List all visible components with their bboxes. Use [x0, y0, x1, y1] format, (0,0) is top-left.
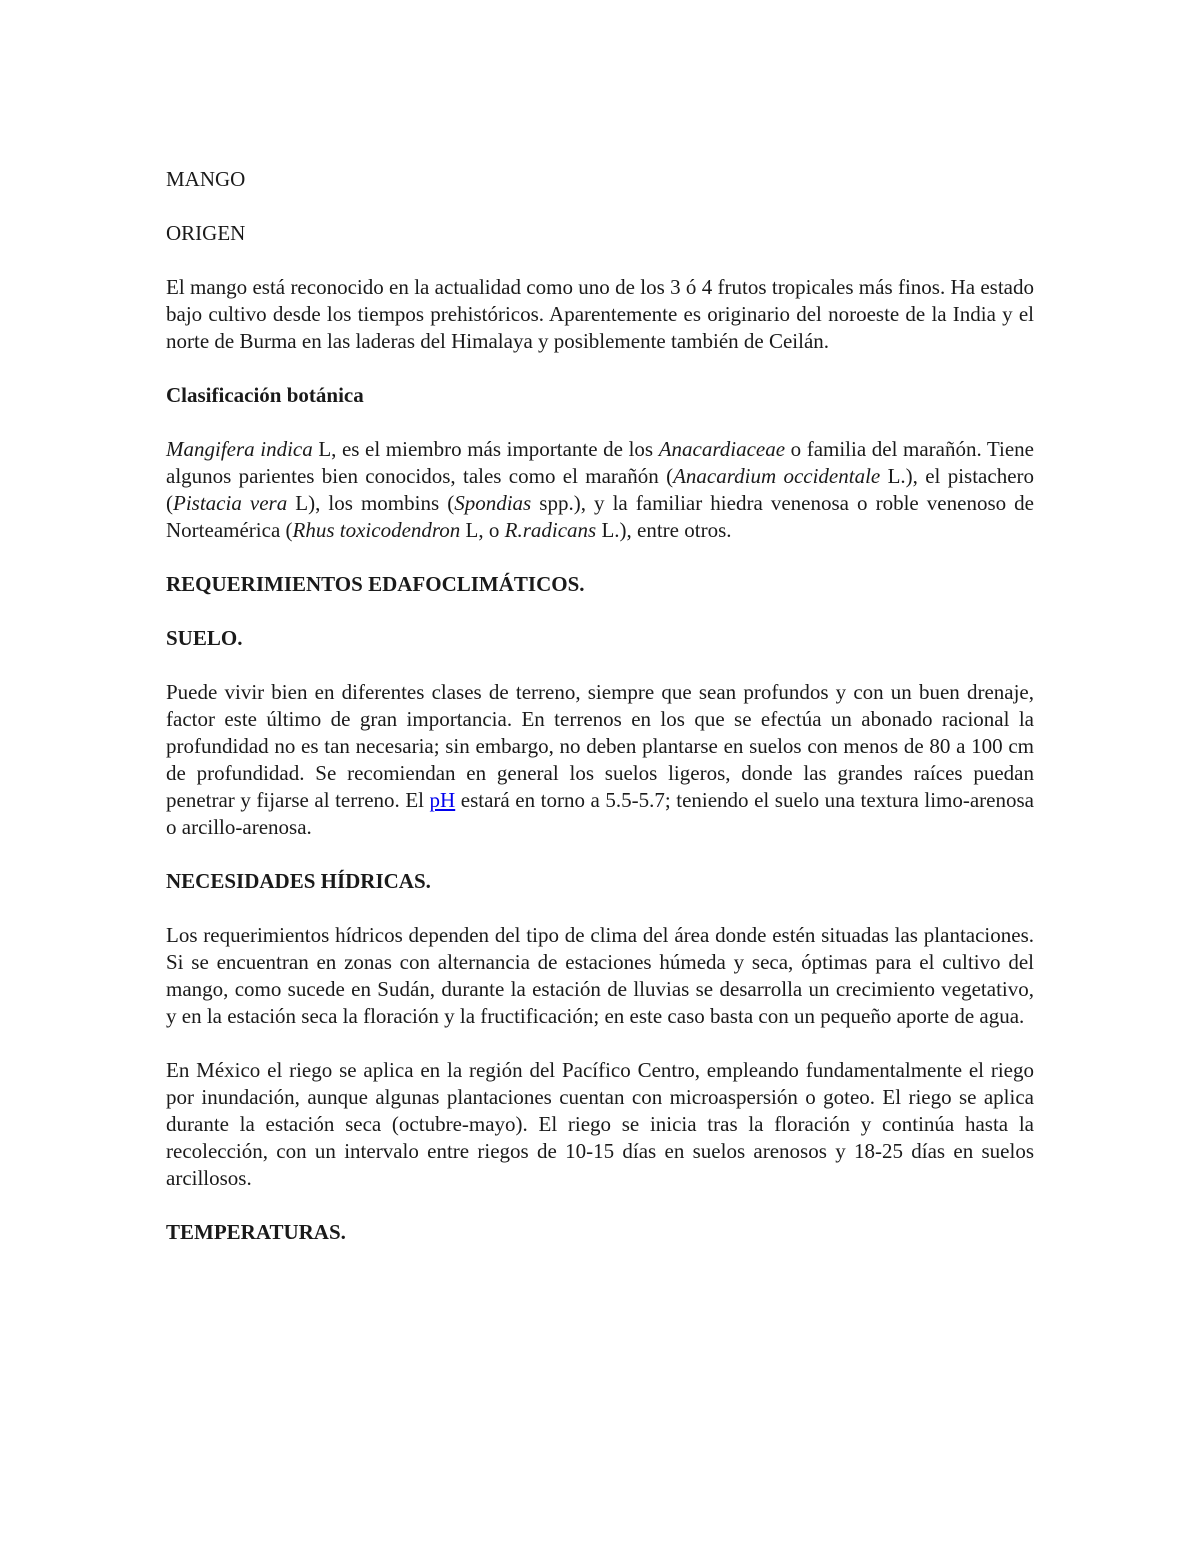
- clasificacion-paragraph: Mangifera indica L, es el miembro más importante de los Anacardiaceae o familia del marañón. Tiene algunos parientes bien conocidos, tales como el marañón (Anacardium occidentale L.), el pistachero (Pistacia vera L), los mombins (Spondias spp.), y la familiar hiedra venenosa o roble venenoso de Norteamérica (Rhus toxicodendron L, o R.radicans L.), entre otros.: [166, 437, 1035, 542]
- hidricas-heading: NECESIDADES HÍDRICAS.: [166, 869, 431, 893]
- document-title: MANGO: [166, 167, 246, 191]
- suelo-paragraph: Puede vivir bien en diferentes clases de terreno, siempre que sean profundos y con un buen drenaje, factor este último de gran importancia. En terrenos en los que se efectúa un abonado racional la profundidad no es tan necesaria; sin embargo, no deben plantarse en suelos con menos de 80 a 100 cm de profundidad. Se recomiendan en general los suelos ligeros, donde las grandes raíces puedan penetrar y fijarse al terreno. El pH estará en torno a 5.5-5.7; teniendo el suelo una textura limo-arenosa o arcillo-arenosa.: [166, 680, 1034, 839]
- species-name: Rhus toxicodendron: [292, 518, 461, 542]
- species-name: Pistacia vera: [173, 491, 288, 515]
- suelo-heading: SUELO.: [166, 626, 243, 650]
- clasificacion-heading: Clasificación botánica: [166, 383, 364, 407]
- species-name: R.radicans: [504, 518, 597, 542]
- family-name: Anacardiaceae: [658, 437, 786, 461]
- ph-link[interactable]: pH: [429, 788, 456, 812]
- hidricas-paragraph-1: Los requerimientos hídricos dependen del tipo de clima del área donde estén situadas las plantaciones. Si se encuentran en zonas con alternancia de estaciones húmeda y seca, óptimas para el cultivo del mango, como sucede en Sudán, durante la estación de lluvias se desarrolla un crecimiento vegetativo, y en la estación seca la floración y la fructificación; en este caso basta con un pequeño aporte de agua.: [166, 923, 1034, 1028]
- document-page: [166, 166, 1034, 1273]
- species-name: Mangifera indica: [166, 437, 313, 461]
- temperaturas-heading: TEMPERATURAS.: [166, 1220, 346, 1244]
- genus-name: Spondias: [454, 491, 532, 515]
- species-name: Anacardium occidentale: [673, 464, 881, 488]
- origen-paragraph: El mango está reconocido en la actualidad como uno de los 3 ó 4 frutos tropicales más finos. Ha estado bajo cultivo desde los tiempos prehistóricos. Aparentemente es originario del noroeste de la India y el norte de Burma en las laderas del Himalaya y posiblemente también de Ceilán.: [166, 275, 1034, 353]
- hidricas-paragraph-2: En México el riego se aplica en la región del Pacífico Centro, empleando fundamentalmente el riego por inundación, aunque algunas plantaciones cuentan con microaspersión o goteo. El riego se aplica durante la estación seca (octubre-mayo). El riego se inicia tras la floración y continúa hasta la recolección, con un intervalo entre riegos de 10-15 días en suelos arenosos y 18-25 días en suelos arcillosos.: [166, 1058, 1034, 1190]
- origen-heading: ORIGEN: [166, 221, 246, 245]
- requerimientos-heading: REQUERIMIENTOS EDAFOCLIMÁTICOS.: [166, 572, 585, 596]
